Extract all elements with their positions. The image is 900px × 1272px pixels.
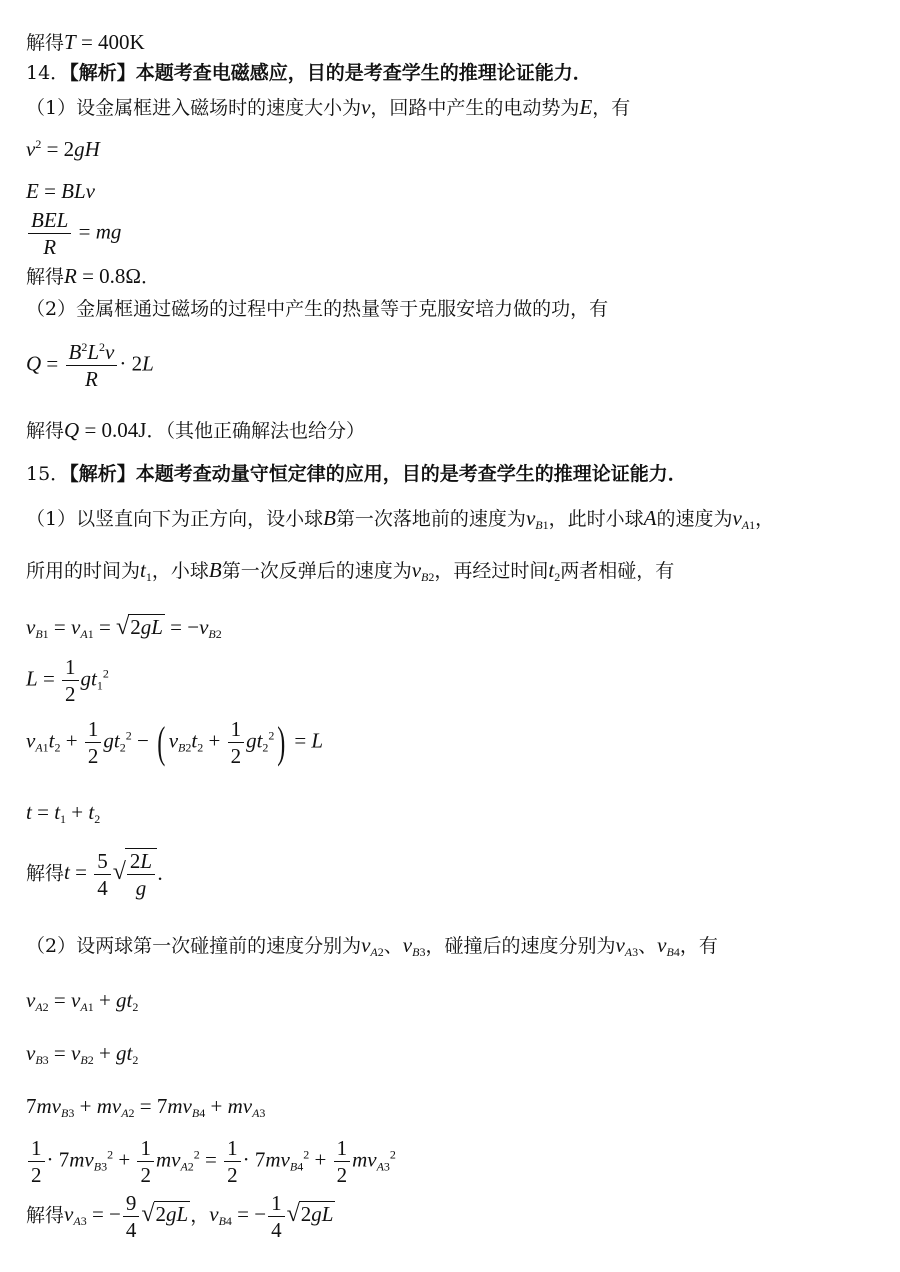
- q15-eq6: $v_{B3} = v_{B2} + gt_2$: [26, 1041, 139, 1067]
- q15-eq4: $t = t_1 + t_2$: [26, 800, 101, 826]
- q15-result2: 解得$v_{A3}$ = − $\frac{9}{4}$ √2gL ，$v_{B4}$ = − $\frac{1}{4}$ √2gL: [26, 1191, 334, 1243]
- q14-part2: （2）金属框通过磁场的过程中产生的热量等于克服安培力做的功，有: [26, 298, 609, 320]
- q15-eq7: $7mv_{B3} + mv_{A2} = 7mv_{B4} + mv_{A3}$: [26, 1094, 266, 1120]
- q15-eq3: $v_{A1}t_2$ + $\frac{1}{2}$ $gt_2^2$ − ( $v_{B2}t_2$ + $\frac{1}{2}$ $gt_2^2) = L$: [26, 717, 324, 769]
- q15-eq2: L = $\frac{1}{2}$ $gt_1^2$: [26, 655, 109, 707]
- answer-line: 解得T = 400K: [26, 30, 145, 54]
- q15-title: 15．【解析】本题考查动量守恒定律的应用，目的是考查学生的推理论证能力．: [26, 463, 687, 485]
- q15-eq5: $v_{A2} = v_{A1} + gt_2$: [26, 988, 139, 1014]
- q14-eq2: E = BLv: [26, 179, 95, 203]
- q14-eq1: $v^2 = 2gH$: [26, 137, 100, 161]
- q14-title: 14．【解析】本题考查电磁感应，目的是考查学生的推理论证能力．: [26, 62, 592, 84]
- q15-part1-cont: 所用的时间为$t_1$，小球B第一次反弹后的速度为$v_{B2}$，再经过时间$t_2$两者相碰，有: [26, 558, 675, 584]
- q14-eq3: $\frac{\text{BEL}}{R}$ = mg: [26, 209, 121, 258]
- q15-result1: 解得t = $\frac{5}{4}$ √ $\frac{2L}{g}$ ．: [26, 849, 177, 901]
- q15-part2: （2）设两球第一次碰撞前的速度分别为$v_{A2}$、$v_{B3}$，碰撞后的速度分别为$v_{A3}$、$v_{B4}$，有: [26, 933, 718, 959]
- q15-eq8: $\frac{1}{2}$ · $7mv_{B3}^2$ + $\frac{1}{2}$ $mv_{A2}^2$ = $\frac{1}{2}$ · $7mv_{B4}^2$ + $\frac{1}{2}$ $mv_{A3}^2$: [26, 1137, 396, 1186]
- q14-result2: 解得Q = 0.04J．（其他正确解法也给分）: [26, 418, 365, 442]
- q14-eq4: Q = $\frac{B^2L^2v}{R}$ · 2L: [26, 340, 154, 392]
- q15-part1: （1）以竖直向下为正方向，设小球B第一次落地前的速度为$v_{B1}$，此时小球A的速度为$v_{A1}$，: [26, 506, 775, 532]
- q14-part1: （1）设金属框进入磁场时的速度大小为v，回路中产生的电动势为E，有: [26, 95, 631, 119]
- q15-eq1: $v_{B1} = v_{A1} = √2gL = -v_{B2}$: [26, 614, 222, 641]
- q14-result1: 解得R = 0.8Ω．: [26, 264, 161, 288]
